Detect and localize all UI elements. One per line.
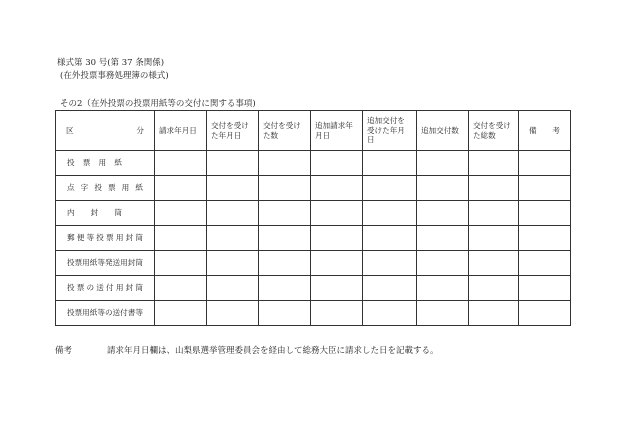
table-cell[interactable] (362, 201, 416, 226)
notes-text: 請求年月日欄は、山梨県選挙管理委員会を経由して総務大臣に請求した日を記載する。 (107, 346, 439, 356)
table-row (56, 276, 571, 301)
table-cell[interactable] (518, 301, 570, 326)
table-cell[interactable] (362, 276, 416, 301)
row-label: 投票用紙 (56, 151, 155, 176)
header-row (56, 111, 571, 151)
header-issued-count: 交付を受けた数 (258, 111, 310, 151)
table-cell[interactable] (518, 201, 570, 226)
table-cell[interactable] (362, 176, 416, 201)
table-cell[interactable] (154, 301, 206, 326)
table-cell[interactable] (416, 251, 468, 276)
table-cell[interactable] (206, 201, 258, 226)
table-cell[interactable] (468, 226, 518, 251)
table-cell[interactable] (416, 301, 468, 326)
table-cell[interactable] (468, 151, 518, 176)
table-cell[interactable] (206, 251, 258, 276)
table-cell[interactable] (206, 226, 258, 251)
form-subtitle: (在外投票事務処理簿の様式) (60, 71, 169, 81)
table-cell[interactable] (258, 251, 310, 276)
table-cell[interactable] (258, 276, 310, 301)
table-cell[interactable] (518, 251, 570, 276)
table-cell[interactable] (468, 176, 518, 201)
table-cell[interactable] (154, 226, 206, 251)
table-cell[interactable] (416, 201, 468, 226)
header-remarks (518, 111, 570, 151)
table-row (56, 201, 571, 226)
table-cell[interactable] (518, 276, 570, 301)
table-cell[interactable] (258, 176, 310, 201)
header-remarks-left: 備 (528, 125, 537, 135)
header-issue-date: 交付を受けた年月日 (206, 111, 258, 151)
table-cell[interactable] (468, 201, 518, 226)
table-cell[interactable] (468, 251, 518, 276)
header-kubun-left: 区 (66, 125, 74, 135)
table-cell[interactable] (310, 226, 362, 251)
header-add-issued-count: 追加交付数 (416, 111, 468, 151)
table-cell[interactable] (518, 151, 570, 176)
table-cell[interactable] (154, 151, 206, 176)
table-cell[interactable] (310, 251, 362, 276)
table-cell[interactable] (518, 176, 570, 201)
table-cell[interactable] (154, 276, 206, 301)
form-number: 様式第 30 号(第 37 条関係) (57, 58, 165, 68)
table-cell[interactable] (416, 276, 468, 301)
section-title: その2（在外投票の投票用紙等の交付に関する事項) (60, 99, 256, 109)
table-cell[interactable] (310, 201, 362, 226)
issuance-table (55, 110, 571, 326)
table-cell[interactable] (206, 301, 258, 326)
table-cell[interactable] (310, 151, 362, 176)
row-label: 郵便等投票用封筒 (56, 226, 155, 251)
row-label: 投票の送付用封筒 (56, 276, 155, 301)
table-cell[interactable] (518, 226, 570, 251)
table-row (56, 301, 571, 326)
row-label: 投票用紙等の送付書等 (56, 301, 155, 326)
table-cell[interactable] (416, 176, 468, 201)
header-kubun-right: 分 (136, 125, 144, 135)
table-cell[interactable] (206, 176, 258, 201)
table-row (56, 251, 571, 276)
table-cell[interactable] (310, 276, 362, 301)
table-row (56, 176, 571, 201)
table-row (56, 151, 571, 176)
notes (55, 344, 439, 356)
header-request-date: 請求年月日 (154, 111, 206, 151)
table-cell[interactable] (416, 226, 468, 251)
table-cell[interactable] (310, 176, 362, 201)
row-label: 内封筒 (56, 201, 155, 226)
table-cell[interactable] (258, 301, 310, 326)
table-cell[interactable] (362, 226, 416, 251)
table-cell[interactable] (154, 251, 206, 276)
header-add-request-date: 追加請求年月日 (310, 111, 362, 151)
table-cell[interactable] (206, 276, 258, 301)
header-remarks-right: 考 (552, 125, 560, 135)
row-label: 点字投票用紙 (56, 176, 155, 201)
notes-label: 備考 (55, 346, 73, 356)
table-cell[interactable] (468, 301, 518, 326)
table-cell[interactable] (206, 151, 258, 176)
table-cell[interactable] (258, 226, 310, 251)
table-cell[interactable] (154, 201, 206, 226)
header-kubun (56, 111, 155, 151)
table-cell[interactable] (258, 201, 310, 226)
header-total-issued: 交付を受けた総数 (468, 111, 518, 151)
table-cell[interactable] (416, 151, 468, 176)
table-cell[interactable] (310, 301, 362, 326)
table-cell[interactable] (154, 176, 206, 201)
row-label: 投票用紙等発送用封筒 (56, 251, 155, 276)
table-cell[interactable] (362, 301, 416, 326)
table-cell[interactable] (362, 251, 416, 276)
table-cell[interactable] (468, 276, 518, 301)
table-cell[interactable] (258, 151, 310, 176)
table-cell[interactable] (362, 151, 416, 176)
table-row (56, 226, 571, 251)
header-add-issue-date: 追加交付を受けた年月日 (362, 111, 416, 151)
